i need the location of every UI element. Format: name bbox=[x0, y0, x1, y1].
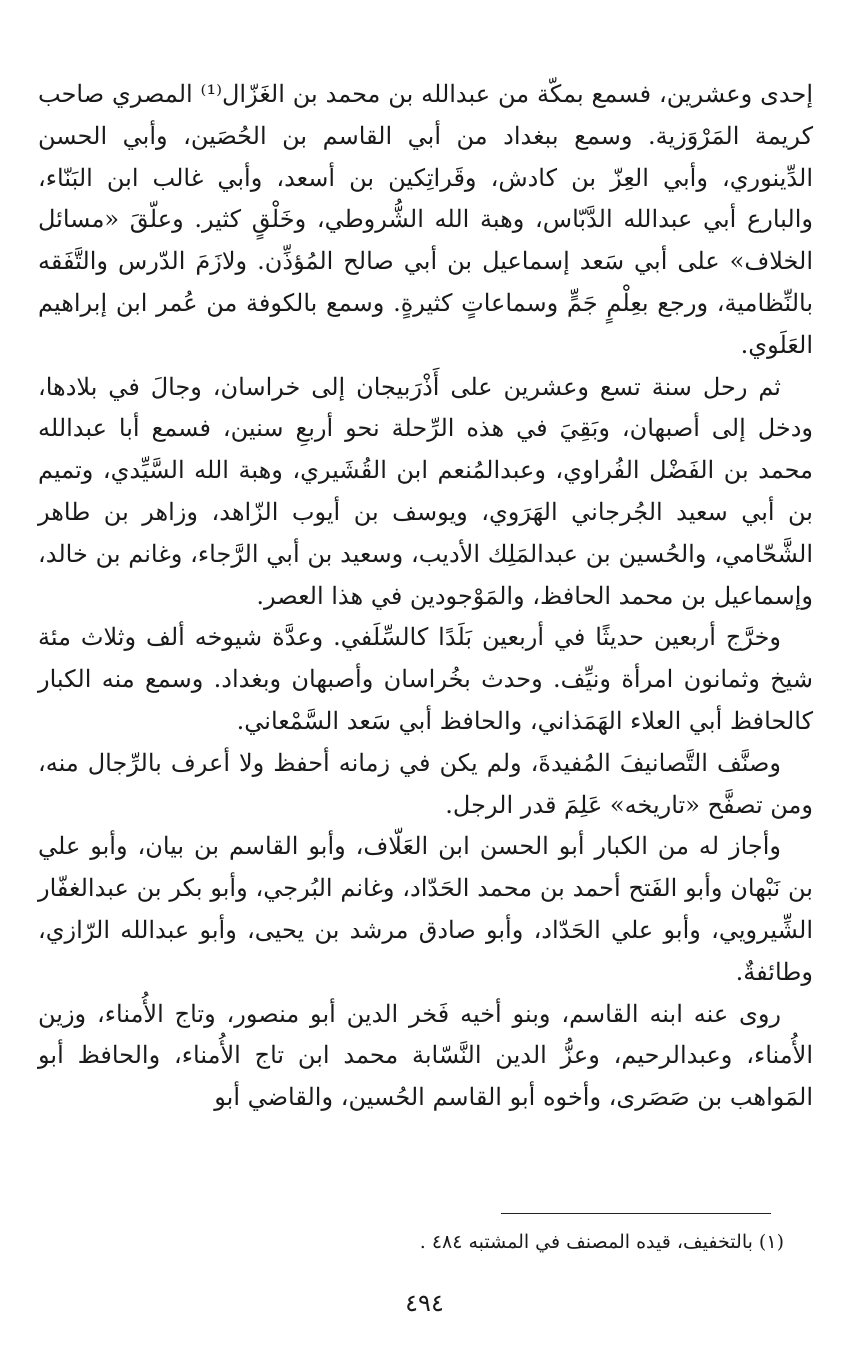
page-number: ٤٩٤ bbox=[405, 1289, 444, 1317]
paragraph-2: ثم رحل سنة تسع وعشرين على أَذْرَبيجان إلى خراسان، وجالَ في بلادها، ودخل إلى أصبهان، وبَقِيَ في هذه الرِّحلة نحو أربعِ سنين، فسمع أبا عبدالله محمد بن الفَضْل الفُراوي، وعبدالمُنعم ابن القُشَيري، وهبة الله السَّيِّدي، وتميم بن أبي سعيد الجُرجاني الهَرَوي، ويوسف بن أيوب الزّاهد، وزاهر بن طاهر الشَّحّامي، والحُسين بن عبدالمَلِك الأديب، وسعيد بن أبي الرَّجاء، وغانم بن خالد، وإسماعيل بن محمد الحافظ، والمَوْجودين في هذا العصر. bbox=[38, 372, 813, 610]
paragraph-3: وخرَّج أربعين حديثًا في أربعين بَلَدًا كالسِّلَفي. وعدَّة شيوخه ألف وثلاث مئة شيخ وثمانون امرأة ونيِّف. وحدث بخُراسان وأصبهان وبغداد. وسمع منه الكبار كالحافظ أبي العلاء الهَمَذاني، والحافظ أبي سَعد السَّمْعاني. bbox=[38, 623, 813, 735]
paragraph-5: وأجاز له من الكبار أبو الحسن ابن العَلّاف، وأبو القاسم بن بيان، وأبو علي بن نَبْهان وأبو الفَتح أحمد بن محمد الحَدّاد، وغانم البُرجي، وأبو بكر بن عبدالغفّار الشِّيرويي، وأبو علي الحَدّاد، وأبو صادق مرشد بن يحيى، وأبو عبدالله الرّازي، وطائفةٌ. bbox=[38, 832, 813, 986]
paragraph-6: روى عنه ابنه القاسم، وبنو أخيه فَخر الدين أبو منصور، وتاج الأُمناء، وزين الأُمناء، وعبدالرحيم، وعزُّ الدين النَّسّابة محمد ابن تاج الأُمناء، والحافظ أبو المَواهب بن صَصَرى، وأخوه أبو القاسم الحُسين، والقاضي أبو bbox=[38, 999, 813, 1112]
footnote-divider bbox=[501, 1213, 771, 1214]
paragraph-1: إحدى وعشرين، فسمع بمكّة من عبدالله بن محمد بن الغَزّال⁽¹⁾ المصري صاحب كريمة المَرْوَزية. وسمع ببغداد من أبي القاسم بن الحُصَين، وأبي الحسن الدِّينوري، وأبي العِزّ بن كادش، وقَراتِكين بن أسعد، وأبي غالب ابن البَنّاء، والبارع أبي عبدالله الدَّبّاس، وهبة الله الشُّروطي، وخَلْقٍ كثير. وعلّقَ «مسائل الخلاف» على أبي سَعد إسماعيل بن أبي صالح المُؤذِّن. ولازَمَ الدّرس والتَّفَقه بالنِّظامية، ورجع بعِلْمٍ جَمٍّ وسماعاتٍ كثيرةٍ. وسمع بالكوفة من عُمر ابن إبراهيم العَلَوي. bbox=[38, 80, 813, 359]
footnote: (١) بالتخفيف، قيده المصنف في المشتبه ٤٨٤ . bbox=[419, 1231, 784, 1253]
paragraph-4: وصنَّف التَّصانيفَ المُفيدةَ، ولم يكن في زمانه أحفظ ولا أعرف بالرِّجال منه، ومن تصفَّح «تاريخه» عَلِمَ قدر الرجل. bbox=[38, 748, 813, 819]
main-text bbox=[38, 74, 813, 1119]
